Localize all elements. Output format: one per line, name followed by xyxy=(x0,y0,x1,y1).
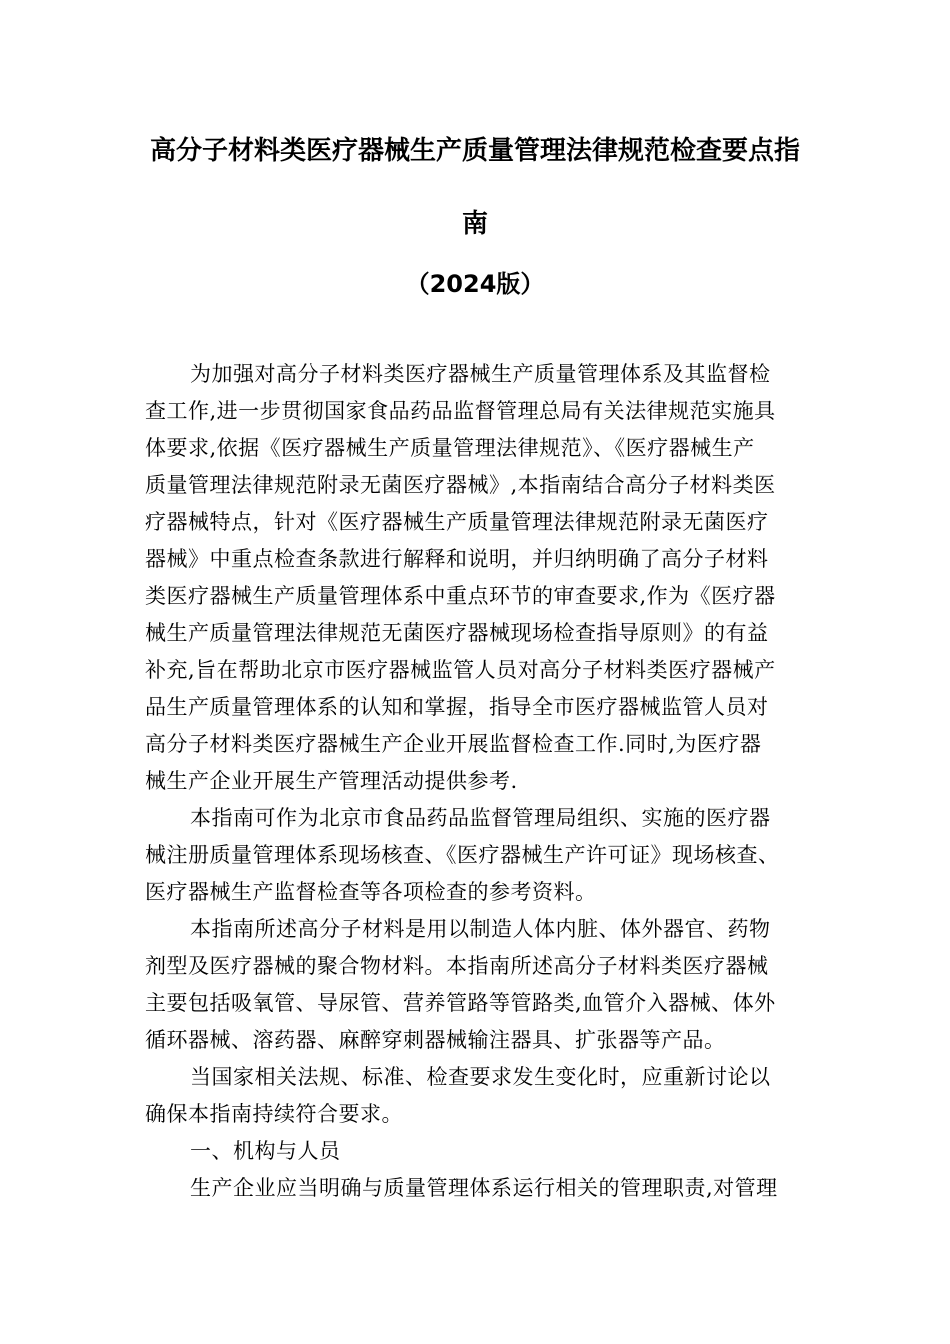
body-line: 本指南所述高分子材料是用以制造人体内脏、体外器官、药物 xyxy=(190,917,771,941)
document-edition: （2024版） xyxy=(405,270,545,298)
body-line: 疗器械特点，针对《医疗器械生产质量管理法律规范附录无菌医疗 xyxy=(145,510,769,534)
body-line: 械注册质量管理体系现场核查、《医疗器械生产许可证》现场核查、 xyxy=(145,843,780,867)
body-line: 器械》中重点检查条款进行解释和说明，并归纳明确了高分子材料 xyxy=(145,547,769,571)
body-line: 当国家相关法规、标准、检查要求发生变化时，应重新讨论以 xyxy=(190,1065,771,1089)
body-line: 查工作,进一步贯彻国家食品药品监督管理总局有关法律规范实施具 xyxy=(145,399,776,423)
body-line: 剂型及医疗器械的聚合物材料。本指南所述高分子材料类医疗器械 xyxy=(145,954,769,978)
body-line: 体要求,依据《医疗器械生产质量管理法律规范》、《医疗器械生产 xyxy=(145,436,755,460)
body-line: 本指南可作为北京市食品药品监督管理局组织、实施的医疗器 xyxy=(190,806,771,830)
body-line: 主要包括吸氧管、导尿管、营养管路等管路类,血管介入器械、体外 xyxy=(145,991,776,1015)
body-line: 为加强对高分子材料类医疗器械生产质量管理体系及其监督检 xyxy=(190,362,771,386)
body-line: 高分子材料类医疗器械生产企业开展监督检查工作.同时,为医疗器 xyxy=(145,732,762,756)
document-title-continuation: 南 xyxy=(461,209,488,239)
body-line: 医疗器械生产监督检查等各项检查的参考资料。 xyxy=(145,880,597,904)
body-line: 械生产质量管理法律规范无菌医疗器械现场检查指导原则》的有益 xyxy=(145,621,769,645)
document-title: 高分子材料类医疗器械生产质量管理法律规范检查要点指 xyxy=(149,136,800,166)
body-line: 补充,旨在帮助北京市医疗器械监管人员对高分子材料类医疗器械产 xyxy=(145,658,776,682)
body-line: 质量管理法律规范附录无菌医疗器械》,本指南结合高分子材料类医 xyxy=(145,473,776,497)
section-heading: 一、机构与人员 xyxy=(190,1139,341,1163)
body-line: 循环器械、溶药器、麻醉穿刺器械输注器具、扩张器等产品。 xyxy=(145,1028,726,1052)
body-line: 确保本指南持续符合要求。 xyxy=(145,1102,403,1126)
body-line: 械生产企业开展生产管理活动提供参考. xyxy=(145,769,518,793)
body-line: 生产企业应当明确与质量管理体系运行相关的管理职责,对管理 xyxy=(190,1176,778,1200)
body-line: 品生产质量管理体系的认知和掌握，指导全市医疗器械监管人员对 xyxy=(145,695,769,719)
body-line: 类医疗器械生产质量管理体系中重点环节的审查要求,作为《医疗器 xyxy=(145,584,776,608)
